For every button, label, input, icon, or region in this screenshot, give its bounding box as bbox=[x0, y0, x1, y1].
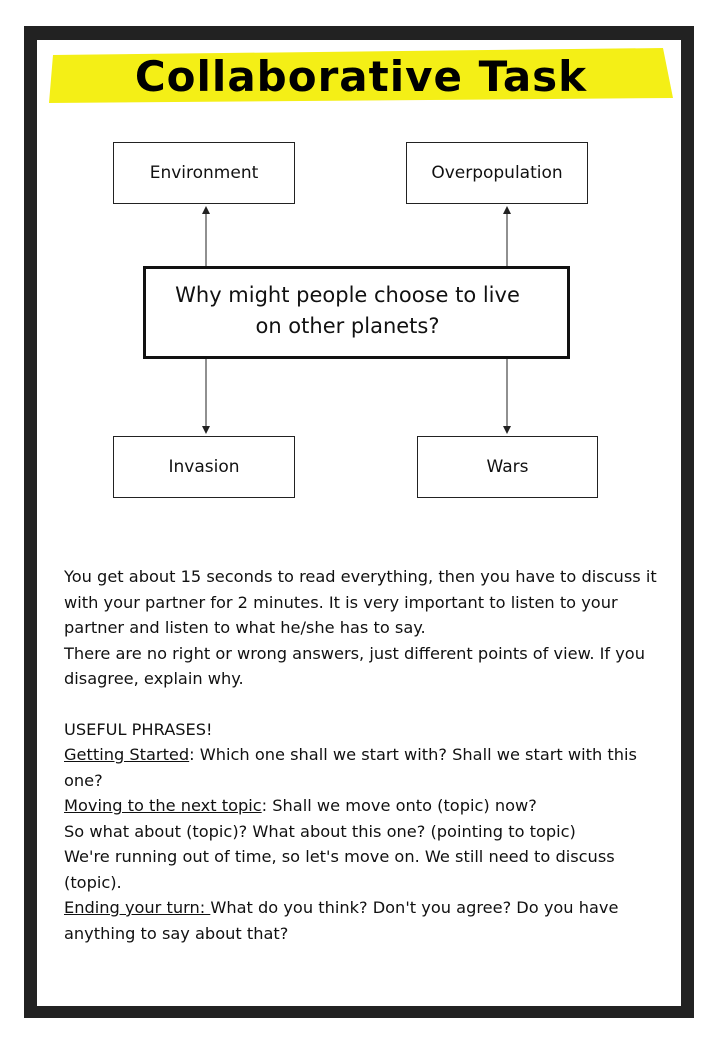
topic-box-environment bbox=[113, 142, 295, 204]
topic-box-overpopulation bbox=[406, 142, 588, 204]
phrase-next-topic-line-2: So what about (topic)? What about this one? (pointing to topic) bbox=[64, 821, 576, 841]
phrase-text: What do you think? Don't you agree? Do you have anything to say about that? bbox=[64, 898, 619, 943]
topic-box-wars bbox=[417, 436, 598, 498]
phrase-label: Ending your turn: bbox=[64, 898, 211, 917]
phrase-getting-started bbox=[64, 742, 664, 793]
topic-label: Invasion bbox=[168, 457, 240, 477]
topic-box-invasion bbox=[113, 436, 295, 498]
phrases-heading: USEFUL PHRASES! bbox=[64, 719, 213, 739]
topic-label: Wars bbox=[486, 457, 529, 477]
page-title: Collaborative Task bbox=[134, 52, 588, 101]
phrase-ending bbox=[64, 895, 664, 946]
phrase-text: : Shall we move onto (topic) now? bbox=[261, 796, 537, 815]
phrase-label: Moving to the next topic bbox=[64, 796, 262, 815]
phrase-label: Getting Started bbox=[64, 745, 190, 764]
topic-label: Overpopulation bbox=[431, 163, 563, 183]
phrase-next-topic bbox=[64, 793, 664, 819]
question-line-1: Why might people choose to live bbox=[175, 282, 520, 307]
phrase-text: : Which one shall we start with? Shall we start with this one? bbox=[64, 745, 637, 790]
instruction-paragraph-1: You get about 15 seconds to read everything, then you have to discuss it with your partner for 2 minutes. It is very important to listen to your partner and listen to what he/she has to say. bbox=[64, 567, 657, 637]
topic-label: Environment bbox=[149, 163, 259, 183]
instructions-block bbox=[64, 564, 664, 946]
phrase-next-topic-line-3: We're running out of time, so let's move on. We still need to discuss (topic). bbox=[64, 847, 615, 892]
central-question-box bbox=[143, 266, 570, 359]
instruction-paragraph-2: There are no right or wrong answers, just different points of view. If you disagree, explain why. bbox=[64, 643, 645, 688]
question-line-2: on other planets? bbox=[255, 313, 440, 338]
